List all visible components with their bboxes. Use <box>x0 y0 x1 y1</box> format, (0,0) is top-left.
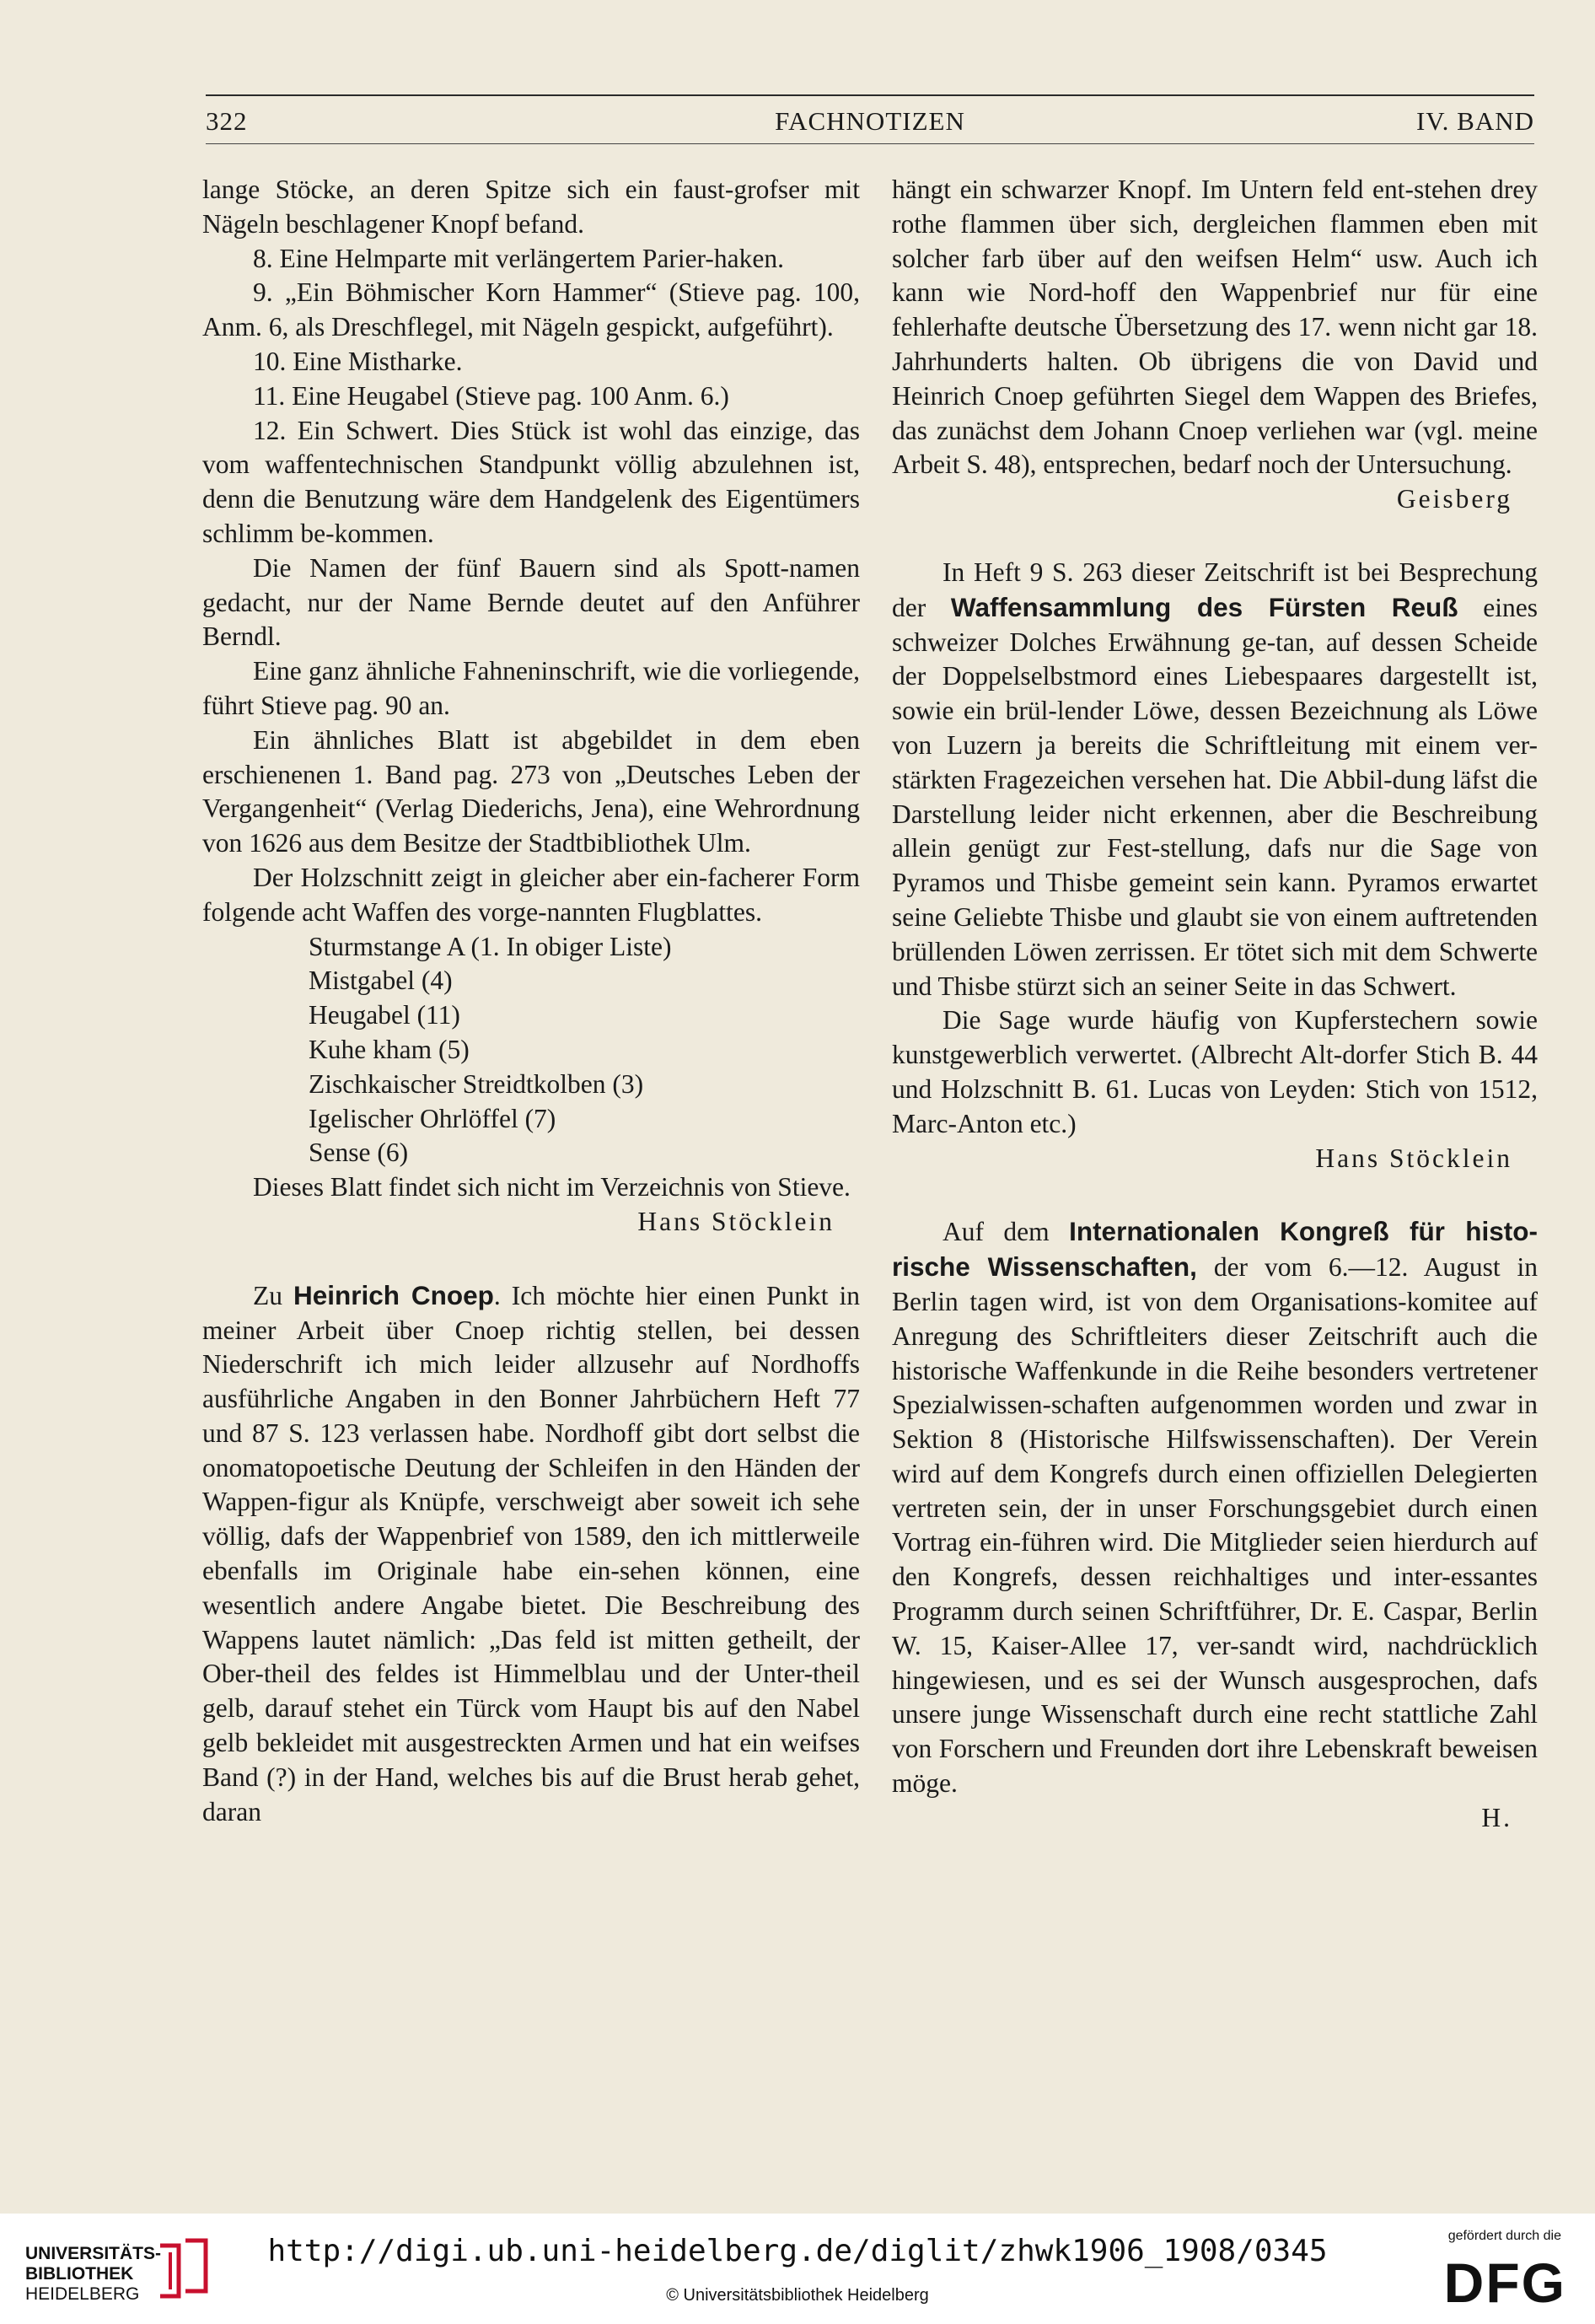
running-header <box>206 94 1534 147</box>
topic-heading: Internationalen Kongreß für histo-rische Wissenschaften, <box>892 1216 1538 1283</box>
lead-text: Auf dem <box>943 1217 1070 1247</box>
copyright-notice: © Universitätsbibliothek Heidelberg <box>666 2286 929 2305</box>
body-text: eines schweizer Dolches Erwähnung ge-tan, auf dessen Scheide der Doppelselbstmord eines Liebespaares dargestellt ist, sowie ein brül-lender Löwe, dessen Bezeichnung als Löwe von Luzern ja bereits die Schriftleitung mit einem ver-stärkten Fragezeichen versehen hat. Die Abbil-dung läfst die Darstellung leider nicht erkennen, aber die Beschreibung allein genügt zur Fest-stellung, dafs nur die Sage von Pyramos und Thisbe gemeint sein kann. Pyramos erwartet seine Geliebte Thisbe und glaubt sie von einem auftretenden brüllenden Löwen zerrissen. Er tötet sich mit dem Schwerte und Thisbe stürzt sich an seiner Seite in das Schwert. <box>892 592 1538 1001</box>
paragraph: hängt ein schwarzer Knopf. Im Untern feld ent-stehen drey rothe flammen über sich, dergleichen flammen eben mit solcher farb über auf den weifsen Helm“ usw. Auch ich kann wie Nord-hoff den Wappenbrief nur für eine fehlerhafte deutsche Übersetzung des 17. wenn nicht gar 18. Jahrhunderts halten. Ob übrigens die von David und Heinrich Cnoep geführten Siegel dem Wappen des Briefes, das zunächst dem Johann Cnoep verliehen war (vgl. meine Arbeit S. 48), entsprechen, bedarf noch der Untersuchung. <box>892 175 1538 480</box>
paragraph: Eine ganz ähnliche Fahneninschrift, wie die vorliegende, führt Stieve pag. 90 an. <box>202 656 860 720</box>
weapon-list-item: Zischkaischer Streidtkolben (3) <box>309 1068 644 1099</box>
right-column <box>892 173 1538 1836</box>
body-text: der vom 6.—12. August in Berlin tagen wird, ist von dem Organisations-komitee auf Anregung des Schriftleiters dieser Zeitschrift auch die historische Waffenkunde in die Reihe besonders vertretener Spezialwissen-schaften aufgenommen worden und zwar in Sektion 8 (Historische Hilfswissenschaften). Der Verein wird auf dem Kongrefs durch einen offiziellen Delegierten vertreten sein, der in unser Forschungsgebiet durch einen Vortrag ein-führen wird. Die Mitglieder seien hierdurch auf den Kongrefs, dessen reichhaltiges und inter-essantes Programm durch seinen Schriftführer, Dr. E. Caspar, Berlin W. 15, Kaiser-Allee 17, ver-sandt wird, nachdrücklich hingewiesen, und es sei der Wunsch ausgesprochen, dafs unsere junge Wissenschaft durch eine recht stattliche Zahl von Forschern und Freunden dort ihre Lebenskraft beweisen möge. <box>892 1252 1538 1799</box>
volume-label: IV. BAND <box>1415 106 1534 136</box>
lead-text: Zu <box>253 1280 293 1310</box>
paragraph: Die Namen der fünf Bauern sind als Spott-namen gedacht, nur der Name Bernde deutet auf den Anführer Berndl. <box>202 552 860 652</box>
paragraph <box>892 1214 1538 1801</box>
dfg-logo: DFG <box>1443 2251 1566 2314</box>
author-signature: Hans Stöcklein <box>1315 1143 1512 1173</box>
list-item: 11. Eine Heugabel (Stieve pag. 100 Anm. 6.) <box>253 380 729 411</box>
topic-heading: Waffensammlung des Fürsten Reuß <box>950 591 1458 622</box>
weapon-list-item: Kuhe kham (5) <box>309 1034 470 1064</box>
topic-heading: Heinrich Cnoep <box>293 1279 494 1310</box>
weapon-list-item: Mistgabel (4) <box>309 966 453 996</box>
list-item: 9. „Ein Böhmischer Korn Hammer“ (Stieve pag. 100, Anm. 6, als Dreschflegel, mit Nägeln gespickt, aufgeführt). <box>202 277 860 342</box>
paragraph <box>892 556 1538 1003</box>
weapon-list-item: Igelischer Ohrlöffel (7) <box>309 1103 556 1133</box>
funding-note: gefördert durch die <box>1447 2229 1561 2243</box>
paragraph: Die Sage wurde häufig von Kupferstechern sowie kunstgewerblich verwertet. (Albrecht Alt-dorfer Stich B. 44 und Holzschnitt B. 61. Lucas von Leyden: Stich von 1512, Marc-Anton etc.) <box>892 1005 1538 1138</box>
weapon-list-item: Sense (6) <box>309 1138 409 1168</box>
list-item: 12. Ein Schwert. Dies Stück ist wohl das einzige, das vom waffentechnischen Standpunkt völlig abzulehnen ist, denn die Benutzung wäre dem Handgelenk des Eigentümers schlimm be-kommen. <box>202 415 860 548</box>
author-signature: Geisberg <box>1396 484 1512 514</box>
left-column <box>202 173 860 1829</box>
author-signature: Hans Stöcklein <box>637 1206 835 1236</box>
list-item: 8. Eine Helmparte mit verlängertem Parier-haken. <box>253 243 784 273</box>
list-item: 10. Eine Mistharke. <box>253 346 463 376</box>
weapon-list-item: Heugabel (11) <box>309 1000 460 1030</box>
paragraph: Ein ähnliches Blatt ist abgebildet in dem eben erschienenen 1. Band pag. 273 von „Deutsches Leben der Vergangenheit“ (Verlag Diederichs, Jena), eine Wehrordnung von 1626 aus dem Besitze der Stadtbibliothek Ulm. <box>202 724 860 858</box>
weapon-list-item: Sturmstange A (1. In obiger Liste) <box>309 931 672 961</box>
paragraph: lange Stöcke, an deren Spitze sich ein faust-grofser mit Nägeln beschlagener Knopf befand. <box>202 175 860 239</box>
paragraph: Dieses Blatt findet sich nicht im Verzeichnis von Stieve. <box>253 1172 851 1202</box>
author-signature: H. <box>1481 1802 1512 1832</box>
body-text: . Ich möchte hier einen Punkt in meiner Arbeit über Cnoep richtig stellen, bei dessen Niederschrift ich mich leider allzusehr auf Nordhoffs ausführliche Angaben in den Bonner Jahrbüchern Heft 77 und 87 S. 123 verlassen habe. Nordhoff gibt dort selbst die onomatopoetische Deutung der Schleifen in den Händen der Wappen-figur als Knüpfe, verschweigt aber soweit ich sehe völlig, dafs der Wappenbrief von 1589, den ich mittlerweile ebenfalls im Originale habe ein-sehen können, eine wesentlich andere Angabe bietet. Die Beschreibung des Wappens lautet nämlich: „Das feld ist mitten getheilt, der Ober-theil des feldes ist Himmelblau und der Unter-theil gelb, darauf stehet ein Türck vom Haupt bis auf den Nabel gelb bekleidet mit ausgestreckten Armen und hat ein weifses Band (?) in der Hand, welches bis auf die Brust herab gehet, daran <box>202 1280 860 1826</box>
library-name: UNIVERSITÄTS- BIBLIOTHEK HEIDELBERG <box>25 2244 162 2304</box>
header-rule <box>206 143 1534 144</box>
paragraph: Der Holzschnitt zeigt in gleicher aber ein-facherer Form folgende acht Waffen des vorge-nannten Flugblattes. <box>202 862 860 927</box>
page-number: 322 <box>206 106 248 136</box>
section-title: FACHNOTIZEN <box>775 106 965 136</box>
permalink-url[interactable]: http://digi.ub.uni-heidelberg.de/diglit/zhwk1906_1908/0345 <box>267 2234 1328 2268</box>
lead-text: In Heft 9 S. 263 dieser Zeitschrift ist bei Besprechung der <box>892 557 1538 622</box>
footer-bar <box>0 2214 1595 2324</box>
paragraph <box>202 1278 860 1830</box>
